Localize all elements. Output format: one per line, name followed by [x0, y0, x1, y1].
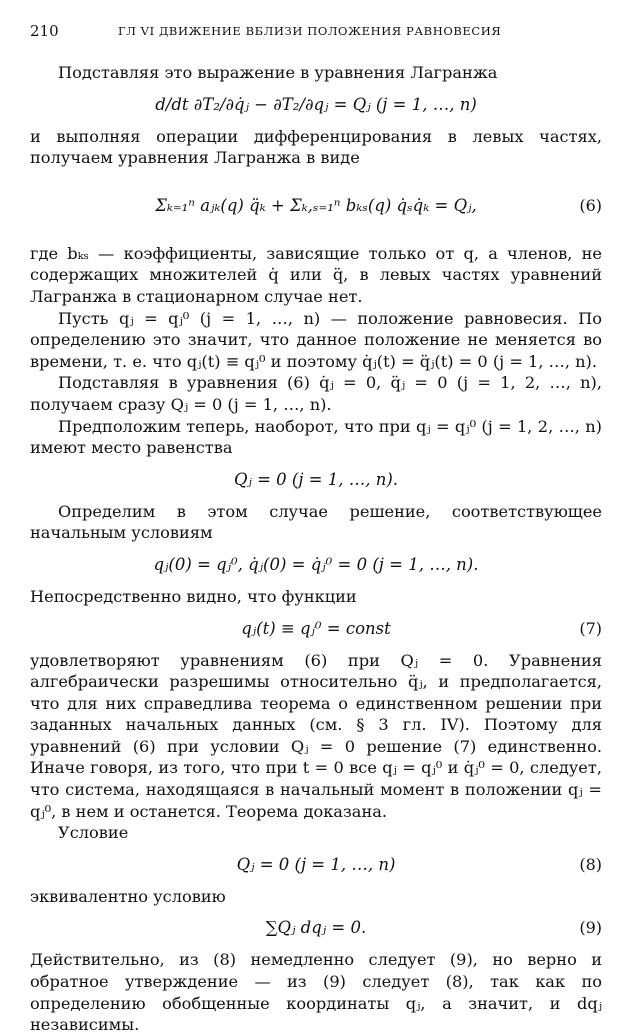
paragraph-1: Подставляя это выражение в уравнения Лагранжа [58, 63, 498, 82]
equation-lagrange [30, 94, 602, 116]
page-number: 210 [30, 22, 59, 40]
paragraph-7: Определим в этом случае решение, соответствующее начальным условиям [30, 501, 602, 543]
equation-8 [30, 854, 602, 876]
paragraph-12: Действительно, из (8) немедленно следует (9), но верно и обратное утверждение — из (9) следует (8), так как по определению обобщенные координаты qⱼ, а значит, и dqⱼ независимы. [30, 950, 602, 1035]
paragraph-5: Подставляя в уравнения (6) q̇ⱼ = 0, q̈ⱼ = 0 (j = 1, 2, …, n), получаем сразу Qⱼ = 0 (j = 1, …, n). [30, 373, 602, 414]
paragraph-9: удовлетворяют уравнениям (6) при Qⱼ = 0. Уравнения алгебраически разрешимы относительно q̈ⱼ, и предполагается, что для них справедлива теорема о единственном решении при заданных начальных данных (см. § 3 гл. IV). Поэтому для уравнений (6) при условии Qⱼ = 0 решение (7) единственно. Иначе говоря, из того, что при t = 0 все qⱼ = qⱼ⁰ и q̇ⱼ⁰ = 0, следует, что система, находящаяся в начальный момент в положении qⱼ = qⱼ⁰, в нем и останется. Теорема доказана. [30, 650, 602, 821]
equation-7 [30, 618, 602, 640]
paragraph-2: и выполняя операции дифференцирования в левых частях, получаем уравнения Лагранжа в виде [30, 126, 602, 168]
paragraph-3: где bₖₛ — коэффициенты, зависящие только от q, а членов, не содержащих множителей q̇ или q̈, в левых частях уравнений Лагранжа в стационарном случае нет. [30, 243, 602, 306]
equation-initial-conditions [30, 554, 602, 576]
page-header [30, 22, 602, 44]
equation-q0 [30, 469, 602, 491]
equation-9 [30, 917, 602, 939]
equation-lagrange-text: d/dt ∂T₂/∂q̇ⱼ − ∂T₂/∂qⱼ = Qⱼ (j = 1, …, n) [155, 94, 477, 114]
equation-9-number: (9) [579, 918, 602, 938]
equation-9-text: ∑Qⱼ dqⱼ = 0. [265, 918, 367, 938]
paragraph-8: Непосредственно видно, что функции [30, 586, 357, 606]
paragraph-10: Условие [58, 823, 129, 843]
equation-initial-conditions-text: qⱼ(0) = qⱼ⁰, q̇ⱼ(0) = q̇ⱼ⁰ = 0 (j = 1, …, n). [153, 554, 479, 574]
equation-7-text: qⱼ(t) ≡ qⱼ⁰ = const [241, 618, 391, 638]
paragraph-6: Предположим теперь, наоборот, что при qⱼ = qⱼ⁰ (j = 1, 2, …, n) имеют место равенства [30, 416, 602, 458]
equation-8-text: Qⱼ = 0 (j = 1, …, n) [236, 854, 396, 874]
equation-6-text: Σₖ₌₁ⁿ aⱼₖ(q) q̈ₖ + Σₖ,ₛ₌₁ⁿ bₖₛ(q) q̇ₛq̇ₖ = Qⱼ, [155, 195, 477, 215]
equation-q0-text: Qⱼ = 0 (j = 1, …, n). [233, 469, 399, 489]
equation-8-number: (8) [579, 854, 602, 874]
equation-7-number: (7) [579, 618, 602, 638]
equation-6-number: (6) [579, 195, 602, 215]
paragraph-4: Пусть qⱼ = qⱼ⁰ (j = 1, …, n) — положение равновесия. По определению это значит, что данное положение не меняется во времени, т. е. что qⱼ(t) ≡ qⱼ⁰ и поэтому q̇ⱼ(t) = q̈ⱼ(t) = 0 (j = 1, …, n). [30, 308, 602, 371]
page-body [30, 62, 602, 1036]
running-head: ГЛ VI ДВИЖЕНИЕ ВБЛИЗИ ПОЛОЖЕНИЯ РАВНОВЕСИЯ [118, 24, 502, 38]
paragraph-11: эквивалентно условию [30, 886, 226, 906]
equation-6 [30, 179, 602, 233]
